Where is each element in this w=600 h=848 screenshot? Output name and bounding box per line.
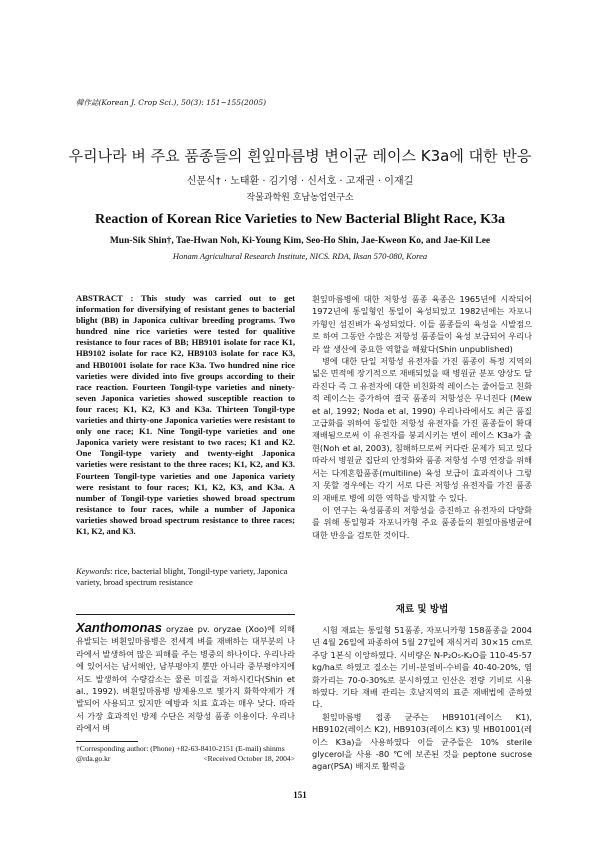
abstract-divider <box>76 614 295 615</box>
affiliation-english: Honam Agricultural Research Institute, NICS. RDA, Iksan 570-080, Korea <box>172 251 428 261</box>
introduction-paragraph <box>76 622 295 735</box>
intro-lead-word: Xanthomonas <box>76 620 162 635</box>
corresponding-author: †Corresponding author: (Phone) +82-63-8410-2151 (E-mail) shinms @rda.go.kr <box>76 744 285 763</box>
paragraph: 병에 대한 단일 저항성 유전자를 가진 품종이 특정 지역의 넓은 면적에 장기적으로 재배되었을 때 병원균 분포 양상도 달라진다 즉 그 유전자에 대한 비친화적 레이스는 줄어들고 친화적 레이스는 증가하여 결국 품종의 저항성은 무너진다 (Mew et al, 1992; Noda et al, 1990) 우리나라에서도 최근 품질 고급화를 위하여 동일한 저항성 유전자를 가진 품종들이 확대 재배됨으로써 이 유전자를 붕괴시키는 변이 레이스 K3a가 출현(Noh et al, 2003), 침해하므로써 커다란 문제가 되고 있다 따라서 병원균 집단의 안정화와 품종 저항성 수명 연장을 위해서는 다계혼합품종(multiline) 육성 보급이 효과적이나 그렇지 못할 경우에는 각기 서로 다른 저항성 유전자를 가진 품종의 재배로 병에 의한 역학을 방지할 수 있다. <box>312 356 532 503</box>
section-heading-methods: 재료 및 방법 <box>395 604 449 615</box>
intro-text: oryzae pv. oryzae (Xoo)에 의해 유발되는 벼흰잎마름병은 전세계 벼를 재배하는 대부분의 나라에서 발생하여 많은 피해를 주는 병중의 하나이다. 우리나라에 있어서는 남서해안, 남부평야지 뿐만 아니라 중부평야지에서도 발생하여 수량감소는 물론 미질을 저하시킨다(Shin et al., 1992). 벼흰잎마름병 방제용으로 몇가지 화학약제가 개발되어 사용되고 있지만 예방과 치료 효과는 매우 낮다. 따라서 가장 효과적인 방제 수단은 저항성 품종 이용이다. 우리나라에서 벼 <box>76 624 295 734</box>
keywords-text: : rice, bacterial blight, Tongil-type variety, Japonica variety, broad spectrum resistance <box>76 566 288 588</box>
abstract: ABSTRACT : This study was carried out to get information for diversifying of resistant genes to bacterial blight (BB) in Japonica cultivar breeding programs. Two hundred nine rice varieties were tested for qualitive resistance to four races of BB; HB9101 isolate for race K1, HB9102 isolate for race K2, HB9103 isolate for race K3, and HB01001 isolate for race K3a. Two hundred nine rice varieties were divided into five groups according to their race reaction. Fourteen Tongil-type varieties and ninety-seven Japonica varieties showed susceptible reaction to four races; K1, K2, K3 and K3a. Thirteen Tongil-type varieties and thirty-one Japonica varieties were resistant to only one race; K1. Nine Tongil-type varieties and one Japonica variety were resistant to two races; K1 and K2. One Tongil-type variety and twenty-eight Japonica varieties were resistant to the three races; K1, K2, and K3. Fourteen Tongil-type varieties and one Japonica variety were resistant to four races; K1, K2, K3, and K3a. A number of Tongil-type varieties showed broad spectrum resistance to four races, while a number of Japonica varieties showed broad spectrum resistance to three races; K1, K2, and K3. <box>76 293 295 536</box>
received-date: <Received October 18, 2004> <box>203 754 295 763</box>
affiliation-korean: 작물과학원 호남농업연구소 <box>246 193 354 203</box>
keywords-label: Keywords <box>76 566 111 576</box>
keywords <box>76 566 295 588</box>
title-english: Reaction of Korean Rice Varieties to New Bacterial Blight Race, K3a <box>95 212 505 227</box>
page-number: 151 <box>293 790 307 800</box>
title-korean: 우리나라 벼 주요 품종들의 흰잎마름병 변이균 레이스 K3a에 대한 반응 <box>68 147 532 165</box>
footnote-divider <box>76 741 138 742</box>
authors-korean: 신문식† · 노태환 · 김기영 · 신서호 · 고재권 · 이재길 <box>186 176 414 187</box>
paragraph: 흰잎마름병 접종 균주는 HB9101(레이스 K1), HB9102(레이스 K2), HB9103(레이스 K3) 및 HB01001(레이스 K3a)을 사용하였다 이들 균주들은 10% sterile glycerol을 사용 -80 ℃에 보존된 것을 peptone sucrose agar(PSA) 배지로 활력을 <box>312 711 532 772</box>
paragraph: 이 연구는 육성품종의 저항성을 증진하고 유전자의 다양화를 위해 통일형과 자포니카형 주요 품종들의 흰잎마름병균에 대한 반응을 검토한 것이다. <box>312 504 532 540</box>
authors-english: Mun-Sik Shin†, Tae-Hwan Noh, Ki-Young Kim, Seo-Ho Shin, Jae-Kweon Ko, and Jae-Kil Lee <box>109 236 491 246</box>
journal-citation: 韓作誌(Korean J. Crop Sci.), 50(3): 151~155(2005) <box>76 98 267 107</box>
paragraph: 시험 재료는 통일형 51품종, 자포니카형 158품종을 2004년 4월 26일에 파종하여 5월 27일에 재식거리 30×15 cm로 주당 1본식 이앙하였다. 시비량은 N-P₂O₅-K₂O를 110-45-57 kg/ha로 하였고 질소는 기비-분얼비-수비를 40-40-20%, 염화가리는 70-0-30%로 분시하였고 인산은 전량 기비로 시용하였다. 기타 재배 관리는 호남지역의 표준 재배법에 준하였다. <box>312 625 532 710</box>
methods-text <box>312 624 532 773</box>
footnote <box>76 744 295 764</box>
introduction-continued <box>312 293 532 541</box>
paragraph: 흰잎마름병에 대한 저항성 품종 육종은 1965년에 시작되어 1972년에 통일형인 통일이 육성되었고 1982년에는 자포니카형인 섬진벼가 육성되었다. 이들 품종들의 육성을 시발점으로 하여 그동안 수많은 저항성 품종들이 육성 보급되어 우리나라 쌀 생산에 중요한 역할을 해왔다(Shin unpublished) <box>312 294 532 354</box>
